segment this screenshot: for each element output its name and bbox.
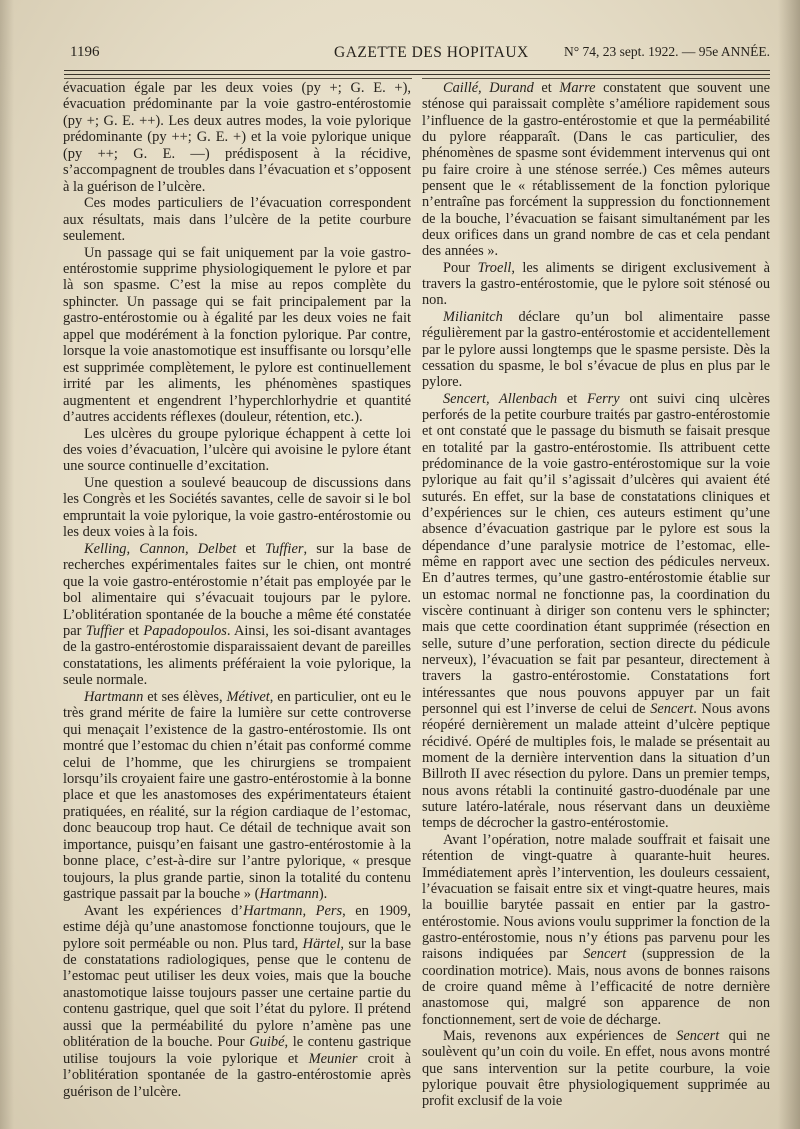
right-column-rule [422,78,770,79]
paragraph [63,541,411,689]
journal-title: GAZETTE DES HOPITAUX [334,44,529,61]
paragraph-text: Avant les expériences d’ [84,902,244,919]
citation: Hartmann [259,886,319,903]
paragraph-text: Avant l’opération, notre malade souffrait et faisait une rétention de vingt-quatre à quarante-huit heures. Immédiatement après l’intervention, les douleurs cessaient, l’évacuation se faisait entre six et vingt-quatre heures, mais la bouillie barytée passait en entier par la gastro-entérostomie. Nous avions voulu supprimer la fonction de la gastro-entérostomie, nous n’y étions pas parvenu pour les raisons indiquées par [422,831,770,963]
paragraph-text: , les aliments se dirigent exclusivement à travers la gastro-entérostomie, que le pylore soit sténosé ou non. [422,259,770,309]
author-name: Tuffier [85,622,125,639]
paragraph [422,832,770,1028]
paragraph [63,903,411,1100]
author-name: Ferry [586,390,620,407]
paragraph-text: qui ne soulèvent qu’un coin du voile. En effet, nous avons montré que sans intervention sur la petite courbure, la voie pylorique pouvait être physiologiquement supprimée au profit exclusif de la voie [422,1027,770,1110]
left-column-rule [64,78,412,79]
paragraph [422,391,770,832]
author-names: Hartmann, Pers [243,902,343,919]
conjunction: et [557,390,587,407]
right-column [422,80,770,1110]
header-rule-thick [64,70,770,71]
paragraph: Une question a soulevé beaucoup de discussions dans les Congrès et les Sociétés savantes, celle de savoir si le bol empruntait la voie pylorique, la voie gastro-entérostomie ou les deux voies à la fois. [63,474,411,541]
paragraph [422,260,770,309]
paragraph [422,80,770,260]
left-column [63,80,411,1100]
paragraph-text: , sur la base de recherches expérimentales faites sur le chien, ont montré que la voie gastro-entérostomie n’était pas employée par le bol alimentaire qui s’évacuait toujours par le pylore. L’oblitération spontanée de la bouche a même été constatée par [63,540,412,639]
paragraph-text: ). [318,886,328,903]
page-number: 1196 [70,44,100,60]
paragraph [63,689,411,903]
paragraph-text: , sur la base de constatations radiologiques, pense que le contenu de l’estomac peut utiliser les deux voies, mais que la bouche anastomotique laisse toujours passer une certaine partie du contenu gastrique, quel que soit l’état du pylore. Il prétend aussi que la perméabilité du pylore n’amène pas une oblitération de la bouche. Pour [63,935,412,1051]
author-name: Sencert [583,946,627,963]
author-name: Métivet [226,688,270,705]
paragraph-text: Mais, revenons aux expériences de [443,1027,677,1044]
page-gutter-shadow [0,0,14,1129]
paragraph: Les ulcères du groupe pylorique échappent à cette loi des voies d’évacuation, l’ulcère qui avoisine le pylore étant une source continuelle d’excitation. [63,425,411,475]
author-name: Marre [559,80,596,96]
author-name: Härtel [302,935,341,952]
paragraph: Un passage qui se fait uniquement par la voie gastro-entérostomie supprime physiologiquement le pylore et par là son spasme. C’est la mise au repos complète du sphincter. Un passage qui se fait principalement par la gastro-entérostomie ou à égalité par les deux voies ne fait appel que modérément à la fonction pylorique. Par contre, lorsque la voie anastomotique est insuffisante ou lorsqu’elle est supprimée complètement, le pylore est continuellement irrité par les aliments, les phénomènes spastiques augmentent et engendrent l’hyperchlorhydrie et quantité d’autres accidents réflexes (douleur, rétention, etc.). [63,244,411,426]
paragraph: évacuation égale par les deux voies (py +; G. E. +), évacuation prédominante par la voie gastro-entérostomie (py +; G. E. ++). Les deux autres modes, la voie pylorique prédominante (py ++; G. E. +) et la voie pylorique unique (py ++; G. E. —) prédisposent à la récidive, s’accompagnent de troubles dans l’évacuation et s’opposent à la guérison de l’ulcère. [63,80,411,195]
paragraph-text: , en particulier, ont eu le très grand mérite de faire la lumière sur cette controverse qui menaçait l’existence de la gastro-entérostomie. Ils ont montré que l’estomac du chien n’était pas conformé comme celui de l’homme, que les chirurgiens se trompaient lorsqu’ils croyaient faire une gastro-entérostomie à la bonne place et que les anastomoses des expérimentateurs étaient pratiquées, en réalité, sur la région cardiaque de l’estomac, donc beaucoup trop haut. Ce détail de technique avait son importance, puisqu’en faisant une gastro-entérostomie à la bonne place, c’est-à-dire sur l’antre pylorique, « presque toujours, la plus grande partie, sinon la totalité du contenu gastrique passait par la bouche » ( [63,688,412,903]
author-name: Troell [477,259,512,276]
issue-info: N° 74, 23 sept. 1922. — 95e ANNÉE. [563,44,770,59]
author-names: Sencert, Allenbach [443,390,558,407]
paragraph-text: (suppression de la coordination motrice). Mais, nous avons de bonnes raisons de croire quand même à l’efficacité de notre dernière anastomose qui, malgré son apparence de non fonctionnement, sert de voie de décharge. [422,946,770,1028]
page-edge-shadow [778,0,800,1129]
author-name: Sencert [676,1027,720,1044]
author-name: Guibé [249,1034,285,1051]
conjunction: et [236,540,265,557]
paragraph: Ces modes particuliers de l’évacuation correspondent aux résultats, mais dans l’ulcère de la petite courbure seulement. [63,195,411,245]
author-name: Meunier [308,1050,358,1067]
author-name: Milianitch [443,308,503,325]
paragraph-text: constatent que souvent une sténose qui paraissait complète s’améliore rapidement sous l’influence de la gastro-entérostomie et que la perméabilité du pylore réapparaît. (Dans le cas particulier, des phénomènes de spasme sont évidemment intervenus qui ont pu faire croire à une sténose serrée.) Ces mêmes auteurs pensent que le « rétablissement de la fonction pylorique n’entraîne pas forcément la suppression du fonctionnement de la bouche, l’évacuation se faisant simultanément par les deux orifices dans un grand nombre de cas et cela pendant des années ». [422,80,770,260]
paragraph-text: . Ainsi, les soi-disant avantages de la gastro-entérostomie disparaissaient devant de pareilles constatations, les aliments préféraient la voie pylorique, la seule normale. [63,622,412,689]
paragraph-text: , le contenu gastrique utilise toujours la voie pylorique et [63,1034,411,1067]
paragraph-text: et ses élèves, [143,688,227,705]
page-header [64,40,770,66]
paragraph-text: . Nous avons réopéré dernièrement un malade atteint d’ulcère peptique récidivé. Opéré de multiples fois, le malade se présentait au moment de la dernière intervention dans la situation d’un Billroth II avec résection du pylore. Dans un premier temps, nous avons rétabli la continuité gastro-duodénale par une suture latéro-latérale, nous réservant dans un deuxième temps de décrocher la gastro-entérostomie. [422,701,770,832]
paragraph-text: croit à l’oblitération spontanée de la gastro-entérostomie après guérison de l’ulcère. [63,1050,411,1100]
author-name: Sencert [650,701,694,718]
author-names: Caillé, Durand [443,80,534,96]
paragraph-text: ont suivi cinq ulcères perforés de la petite courbure traités par gastro-entérostomie et ont constaté que le passage du bismuth se faisait presque en totalité par la gastro-entérostomie. Ils attribuent cette prédominance de la voie gastro-entérostomique sur la voie pylorique au fait qu’il s’agissait d’ulcères qui avaient été suturés. En effet, sur la base de constatations cliniques et d’expériences sur le chien, ces auteurs estiment qu’une absence d’évacuation gastrique par le pylore est sous la dépendance d’une paralysie motrice de l’estomac, elle-même en rapport avec une section des pédicules nerveux. En d’autres termes, qu’une gastro-entérostomie établie sur un estomac normal ne fonctionne pas, la coordination du viscère continuant à diriger son contenu vers le sphincter; mais que cette coordination étant supprimée (résection en selle, suture d’une perforation, section directe du pédicule nerveux), l’évacuation se fait par pesanteur, directement à travers la gastro-entérostomie. Constatations fort intéressantes que nous pouvons appuyer par un fait personnel qui est l’inverse de celui de [422,390,770,718]
conjunction: et [124,622,144,639]
author-name: Papadopoulos [143,622,227,639]
conjunction: et [533,80,560,96]
author-name: Hartmann [84,688,144,705]
paragraph [422,1028,770,1110]
author-names: Kelling, Cannon, Delbet [84,540,237,557]
paragraph-text: déclare qu’un bol alimentaire passe régulièrement par la gastro-entérostomie et accidentellement par le pylore aussi longtemps que le spasme persiste. Dès la cessation du spasme, le bol s’évacue de plus en plus par le pylore. [422,308,770,391]
paragraph-text: Pour [443,259,478,276]
paragraph [422,309,770,391]
header-rule-thin [64,74,770,75]
author-name: Tuffier [264,540,304,557]
paragraph-text: , en 1909, estime déjà qu’une anastomose fonctionne toujours, que le pylore soit perméable ou non. Plus tard, [63,902,411,952]
